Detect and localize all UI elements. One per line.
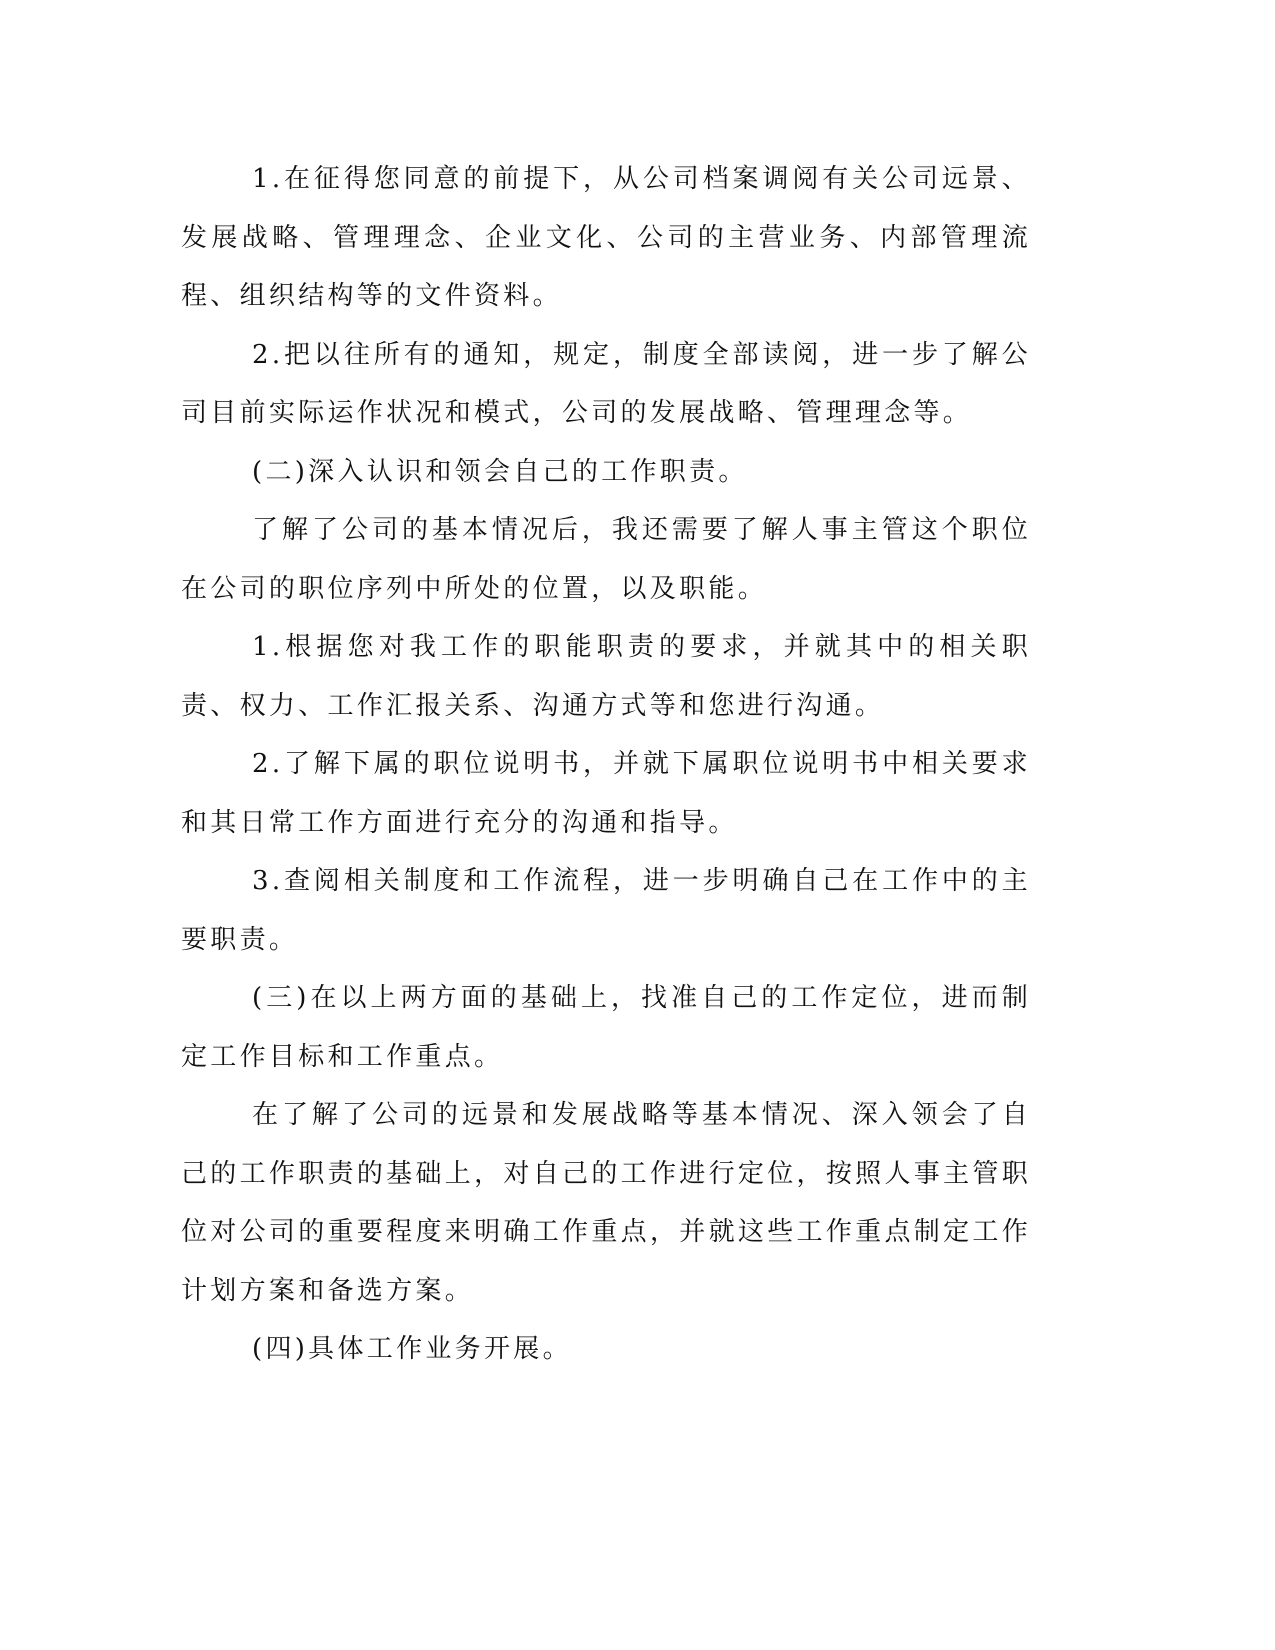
- section-heading-3: (三)在以上两方面的基础上，找准自己的工作定位，进而制定工作目标和工作重点。: [181, 983, 1031, 1072]
- paragraph-work-positioning: 在了解了公司的远景和发展战略等基本情况、深入领会了自己的工作职责的基础上，对自己的工作进行定位，按照人事主管职位对公司的重要程度来明确工作重点，并就这些工作重点制定工作计划方案和备选方案。: [181, 1100, 1031, 1306]
- section-heading-2: (二)深入认识和领会自己的工作职责。: [252, 456, 748, 487]
- paragraph-item-2-subordinates: 2.了解下属的职位说明书，并就下属职位说明书中相关要求和其日常工作方面进行充分的沟通和指导。: [181, 749, 1031, 838]
- paragraph-item-3-procedures: 3.查阅相关制度和工作流程，进一步明确自己在工作中的主要职责。: [181, 866, 1031, 955]
- paragraph-position-understanding: 了解了公司的基本情况后，我还需要了解人事主管这个职位在公司的职位序列中所处的位置，以及职能。: [181, 515, 1031, 604]
- paragraph-item-2-notices: 2.把以往所有的通知，规定，制度全部读阅，进一步了解公司目前实际运作状况和模式，公司的发展战略、管理理念等。: [181, 339, 1031, 428]
- document-page: [181, 150, 1031, 1379]
- section-heading-4: (四)具体工作业务开展。: [252, 1334, 572, 1364]
- paragraph-item-1-duties: 1.根据您对我工作的职能职责的要求，并就其中的相关职责、权力、工作汇报关系、沟通方式等和您进行沟通。: [181, 632, 1031, 721]
- paragraph-item-1-archives: 1.在征得您同意的前提下，从公司档案调阅有关公司远景、发展战略、管理理念、企业文化、公司的主营业务、内部管理流程、组织结构等的文件资料。: [181, 164, 1031, 311]
